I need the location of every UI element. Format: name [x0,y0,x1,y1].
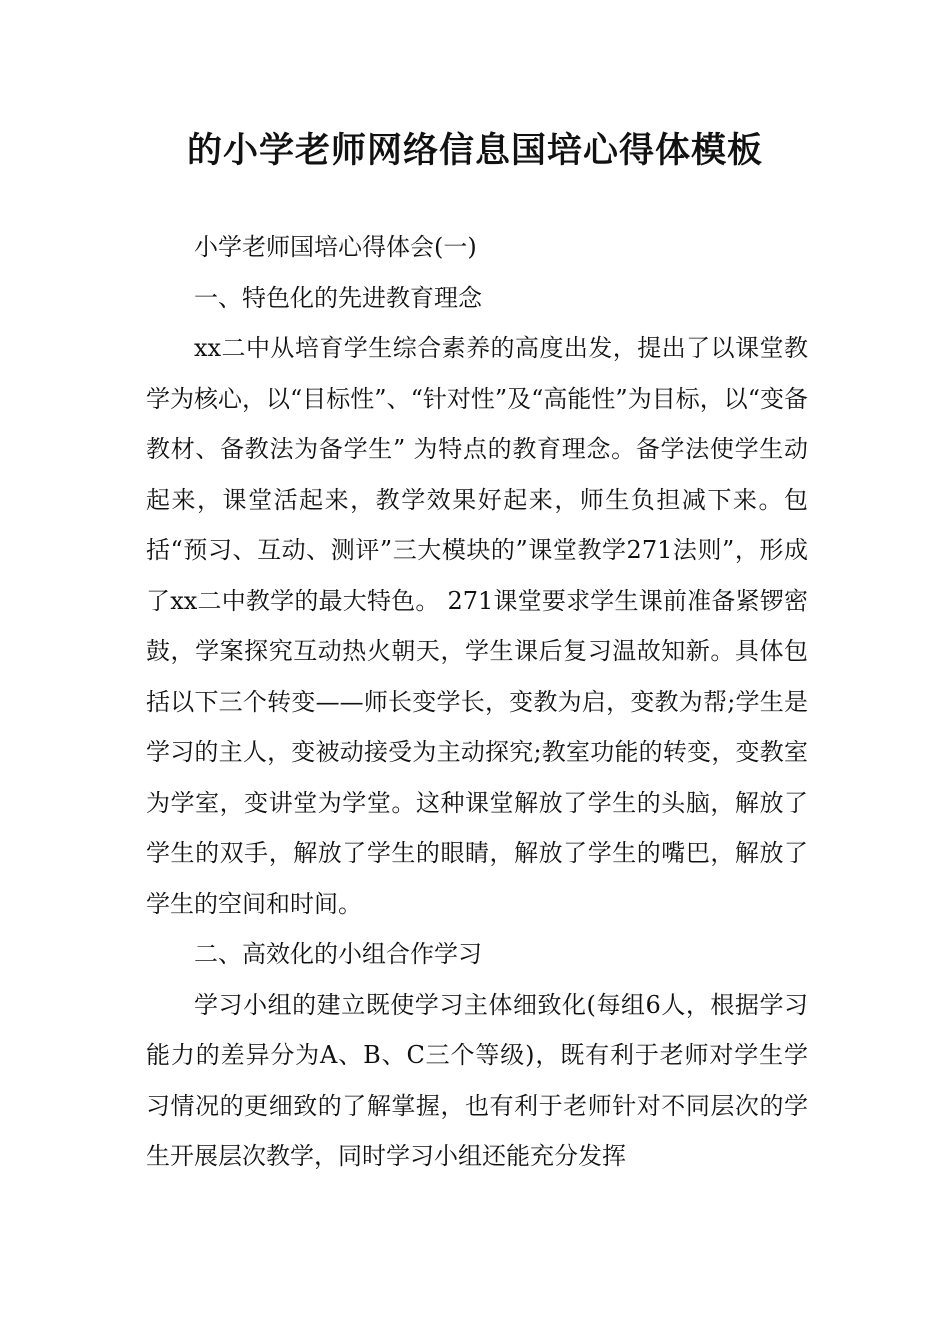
section-heading-1: 一、特色化的先进教育理念 [194,283,482,312]
document-title: 的小学老师网络信息国培心得体模板 [186,131,763,171]
paragraph-subtitle: 小学老师国培心得体会(一) [194,233,477,261]
document-body [146,222,808,1182]
paragraph-body-2: 学习小组的建立既使学习主体细致化(每组6人，根据学习能力的差异分为A、B、C三个等级)，既有利于老师对学生学习情况的更细致的了解掌握，也有利于老师针对不同层次的学生开展层次教学，同时学习小组还能充分发挥 [146,990,808,1170]
paragraph-body-1: xx二中从培育学生综合素养的高度出发，提出了以课堂教学为核心，以“目标性”、“针对性”及“高能性”为目标，以“变备教材、备教法为备学生” 为特点的教育理念。备学法使学生动起来，课堂活起来，教学效果好起来，师生负担减下来。包括“预习、互动、测评”三大模块的”课堂教学271法则”，形成了xx二中教学的最大特色。 271课堂要求学生课前准备紧锣密鼓，学案探究互动热火朝天，学生课后复习温故知新。具体包括以下三个转变——师长变学长，变教为启，变教为帮;学生是学习的主人，变被动接受为主动探究;教室功能的转变，变教室为学室，变讲堂为学堂。这种课堂解放了学生的头脑，解放了学生的双手，解放了学生的眼睛，解放了学生的嘴巴，解放了学生的空间和时间。 [146,334,808,918]
section-heading-2: 二、高效化的小组合作学习 [194,940,482,968]
